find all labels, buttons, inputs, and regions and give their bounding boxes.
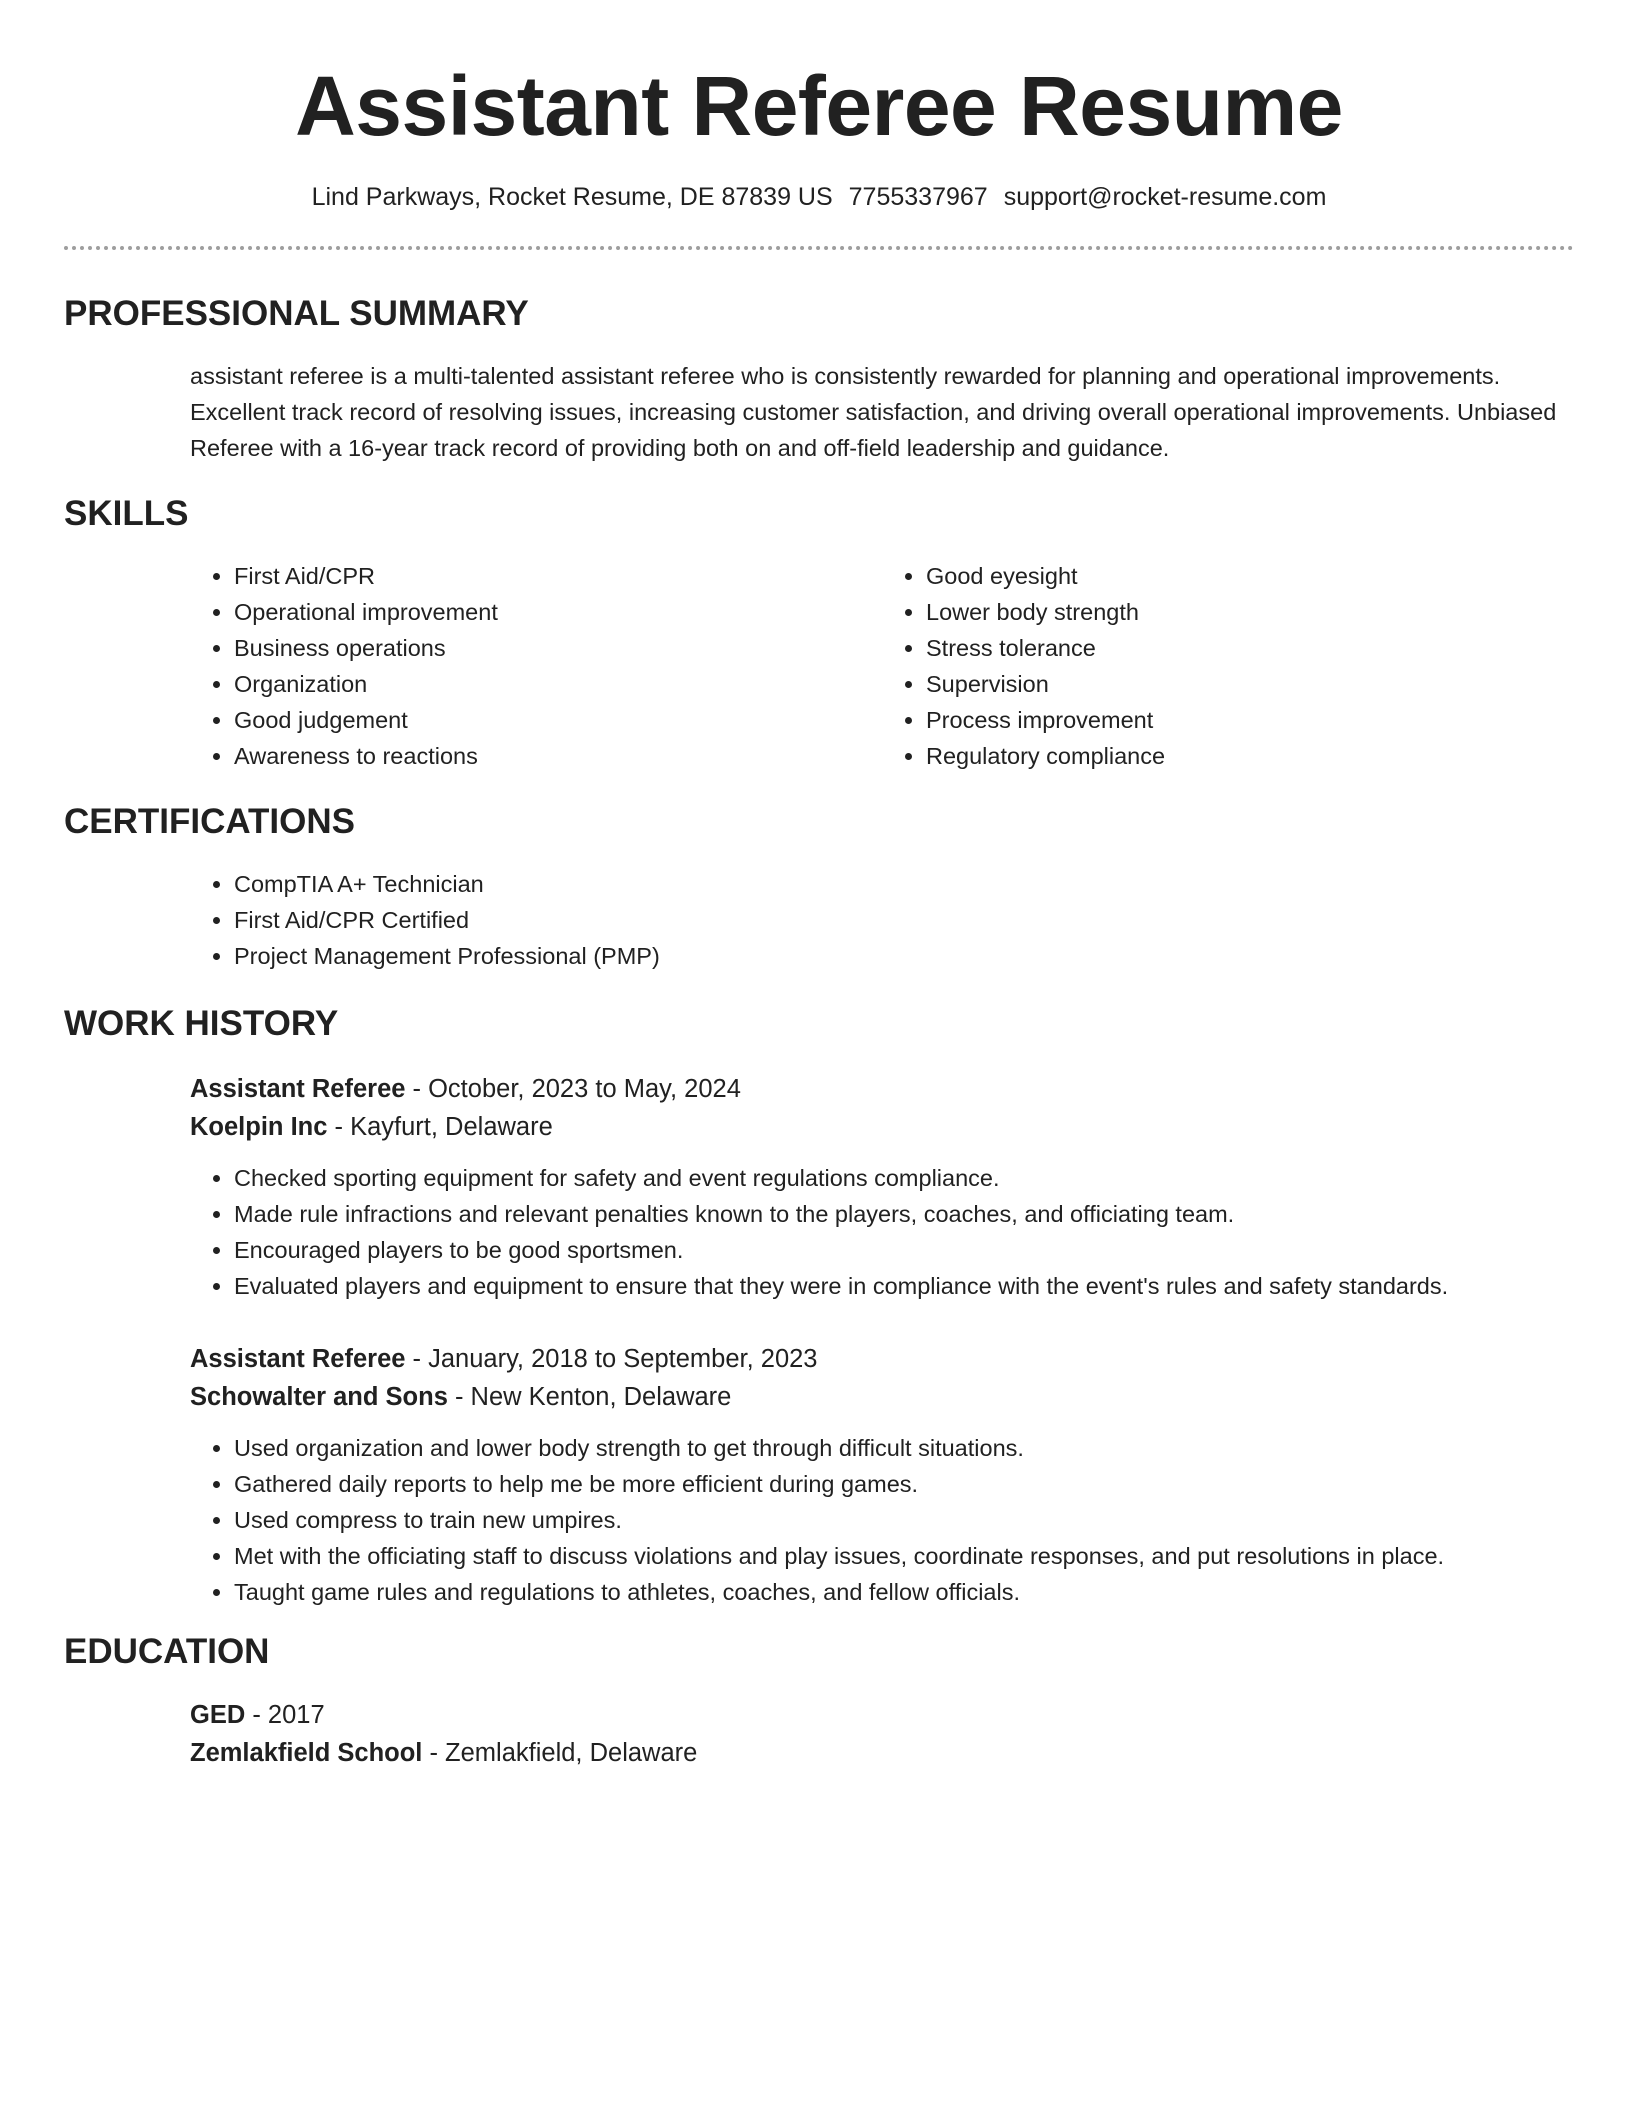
contact-phone: 7755337967: [848, 183, 988, 211]
job-bullet: • Taught game rules and regulations to athletes, coaches, and fellow officials.: [234, 1574, 1574, 1610]
summary-section: [64, 292, 1574, 466]
job-bullets: [190, 1160, 1574, 1304]
job-bullet: • Made rule infractions and relevant penalties known to the players, coaches, and officiating team.: [234, 1196, 1574, 1232]
certifications-list: [190, 866, 1574, 974]
job-entry: [190, 1340, 1574, 1610]
education-degree: GED: [190, 1701, 246, 1729]
education-location: - Zemlakfield, Delaware: [422, 1739, 698, 1767]
skill-item: • Good eyesight: [926, 558, 1574, 594]
skill-item: • Awareness to reactions: [234, 738, 882, 774]
contact-line: [64, 180, 1574, 214]
job-title-line: [190, 1340, 1574, 1378]
work-history-section: [64, 1002, 1574, 1610]
header-divider: [64, 246, 1574, 250]
job-entry: [190, 1070, 1574, 1304]
job-bullet: • Used compress to train new umpires.: [234, 1502, 1574, 1538]
skill-item: • Supervision: [926, 666, 1574, 702]
job-dates: - October, 2023 to May, 2024: [405, 1075, 741, 1103]
resume-title: Assistant Referee Resume: [295, 59, 1343, 153]
skills-heading: SKILLS: [64, 494, 189, 533]
skill-item: • Good judgement: [234, 702, 882, 738]
education-heading: EDUCATION: [64, 1632, 270, 1671]
job-title: Assistant Referee: [190, 1345, 406, 1373]
education-year: - 2017: [245, 1701, 325, 1729]
contact-address: Lind Parkways, Rocket Resume, DE 87839 US: [311, 183, 833, 211]
resume-page: [64, 0, 1574, 1772]
education-section: [64, 1630, 1574, 1772]
job-company-line: [190, 1378, 1574, 1416]
certification-item: • CompTIA A+ Technician: [234, 866, 1574, 902]
skill-item: • Stress tolerance: [926, 630, 1574, 666]
summary-heading: PROFESSIONAL SUMMARY: [64, 294, 529, 333]
skill-item: • Business operations: [234, 630, 882, 666]
skill-item: • First Aid/CPR: [234, 558, 882, 594]
job-bullet: • Met with the officiating staff to discuss violations and play issues, coordinate responses, and put resolutions in place.: [234, 1538, 1574, 1574]
skill-item: • Organization: [234, 666, 882, 702]
job-bullet: • Gathered daily reports to help me be more efficient during games.: [234, 1466, 1574, 1502]
certifications-heading: CERTIFICATIONS: [64, 802, 356, 841]
education-degree-line: [190, 1696, 1574, 1734]
education-school-line: [190, 1734, 1574, 1772]
skill-item: • Regulatory compliance: [926, 738, 1574, 774]
certification-item: • First Aid/CPR Certified: [234, 902, 1574, 938]
job-bullets: [190, 1430, 1574, 1610]
job-bullet: • Checked sporting equipment for safety and event regulations compliance.: [234, 1160, 1574, 1196]
job-location: - Kayfurt, Delaware: [327, 1113, 553, 1141]
certifications-body: [190, 866, 1574, 974]
certification-item: • Project Management Professional (PMP): [234, 938, 1574, 974]
summary-text: assistant referee is a multi-talented assistant referee who is consistently rewarded for planning and operational improvements. Excellent track record of resolving issues, increasing customer satisfaction, and driving overall operational improvements. Unbiased Referee with a 16-year track record of providing both on and off-field leadership and guidance.: [190, 363, 1557, 461]
resume-header: [64, 56, 1574, 250]
education-school: Zemlakfield School: [190, 1739, 423, 1767]
job-dates: - January, 2018 to September, 2023: [405, 1345, 818, 1373]
job-title-line: [190, 1070, 1574, 1108]
education-entry: [190, 1696, 1574, 1772]
skills-list-left: [190, 558, 882, 774]
job-title: Assistant Referee: [190, 1075, 406, 1103]
job-company-line: [190, 1108, 1574, 1146]
skill-item: • Lower body strength: [926, 594, 1574, 630]
skill-item: • Operational improvement: [234, 594, 882, 630]
job-location: - New Kenton, Delaware: [447, 1383, 732, 1411]
skills-section: [64, 492, 1574, 774]
job-company: Schowalter and Sons: [190, 1383, 448, 1411]
job-bullet: • Used organization and lower body strength to get through difficult situations.: [234, 1430, 1574, 1466]
contact-email: support@rocket-resume.com: [1003, 183, 1327, 211]
certifications-section: [64, 800, 1574, 974]
skills-columns: [190, 558, 1574, 774]
work-history-heading: WORK HISTORY: [64, 1004, 339, 1043]
job-bullet: • Evaluated players and equipment to ensure that they were in compliance with the event's rules and safety standards.: [234, 1268, 1574, 1304]
job-bullet: • Encouraged players to be good sportsmen.: [234, 1232, 1574, 1268]
job-company: Koelpin Inc: [190, 1113, 328, 1141]
skills-list-right: [882, 558, 1574, 774]
skill-item: • Process improvement: [926, 702, 1574, 738]
